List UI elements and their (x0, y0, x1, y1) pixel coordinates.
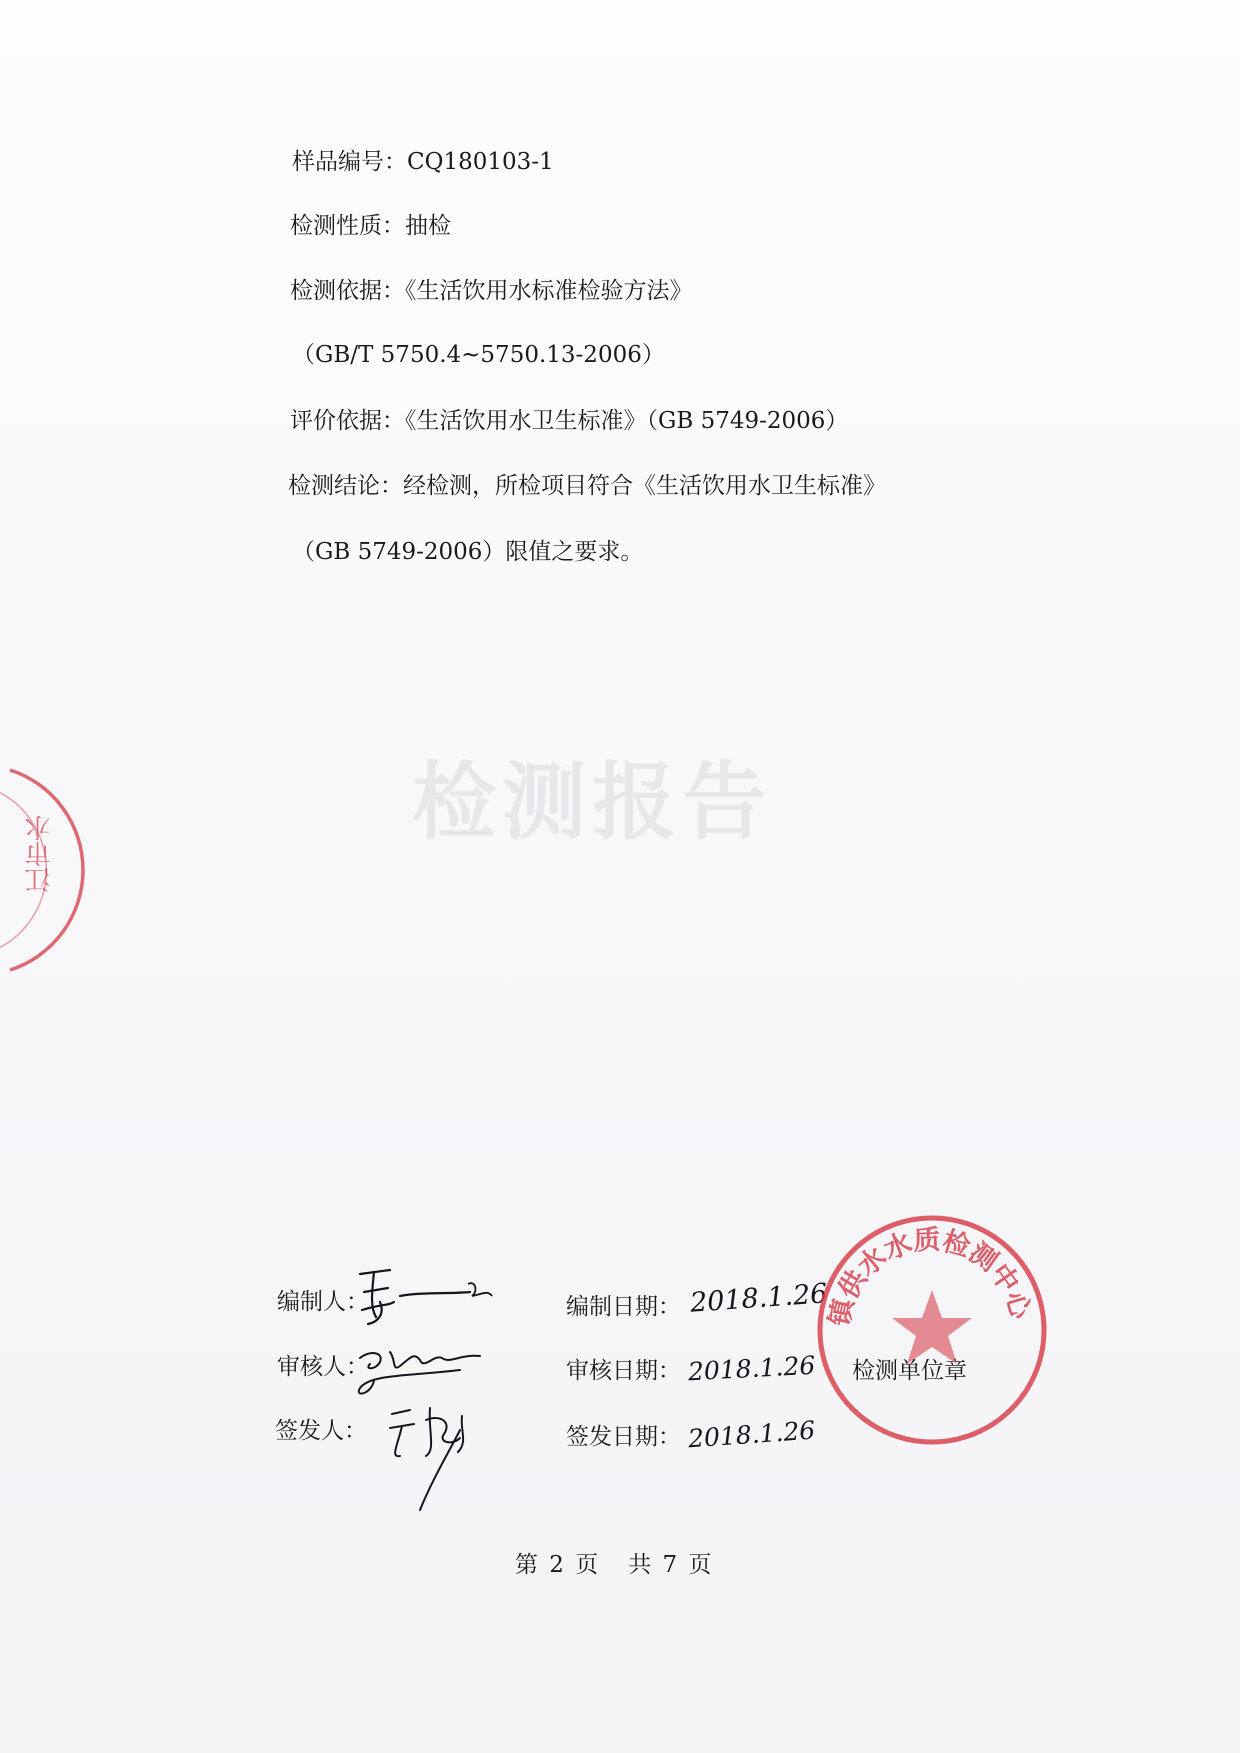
evaluation-value: 《生活饮用水卫生标准》（GB 5749-2006） (405, 408, 849, 434)
review-date-handwritten: 2018.1.26 (687, 1350, 816, 1387)
conclusion-value: 经检测，所检项目符合《生活饮用水卫生标准》 (403, 473, 886, 499)
sample-number-value: CQ180103-1 (407, 149, 554, 175)
conclusion-line (288, 467, 886, 500)
page-info: 第 2 页 共 7 页 (515, 1552, 714, 1578)
conclusion-label: 检测结论： (288, 473, 403, 499)
test-basis-label: 检测依据： (290, 278, 405, 304)
conclusion-continuation: （GB 5749-2006）限值之要求。 (292, 539, 644, 565)
sample-number-label: 样品编号： (292, 149, 407, 175)
evaluation-label: 评价依据： (290, 408, 405, 434)
reviewer-label: 审核人： (277, 1354, 369, 1380)
test-nature-value: 抽检 (405, 213, 451, 239)
compile-date-handwritten: 2018.1.26 (689, 1278, 829, 1319)
compiler-label: 编制人： (277, 1289, 369, 1315)
unit-seal-label: 检测单位章 (852, 1358, 967, 1384)
test-basis-line (290, 272, 693, 305)
issuer-signature (380, 1400, 520, 1510)
test-nature-line (290, 207, 451, 240)
seal-star-icon (892, 1290, 972, 1364)
compiler-signature (350, 1262, 500, 1332)
review-date-label: 审核日期： (566, 1358, 681, 1384)
sample-number-line (292, 143, 554, 176)
test-nature-label: 检测性质： (290, 213, 405, 239)
compile-date-label: 编制日期： (566, 1294, 681, 1320)
test-basis-value: 《生活饮用水标准检验方法》 (405, 278, 693, 304)
left-stamp-text: 江市水 (25, 815, 55, 893)
seal-text: 镇供水水质检测中心 (824, 1224, 1037, 1329)
evaluation-line (290, 402, 848, 435)
bleed-through-title: 检测报告 (412, 753, 773, 851)
issue-date-handwritten: 2018.1.26 (687, 1415, 817, 1454)
reviewer-signature (350, 1330, 510, 1410)
issuer-label: 签发人： (275, 1418, 367, 1444)
test-basis-standard: （GB/T 5750.4~5750.13-2006） (292, 342, 665, 368)
official-seal (812, 1210, 1052, 1450)
issue-date-label: 签发日期： (566, 1424, 681, 1450)
